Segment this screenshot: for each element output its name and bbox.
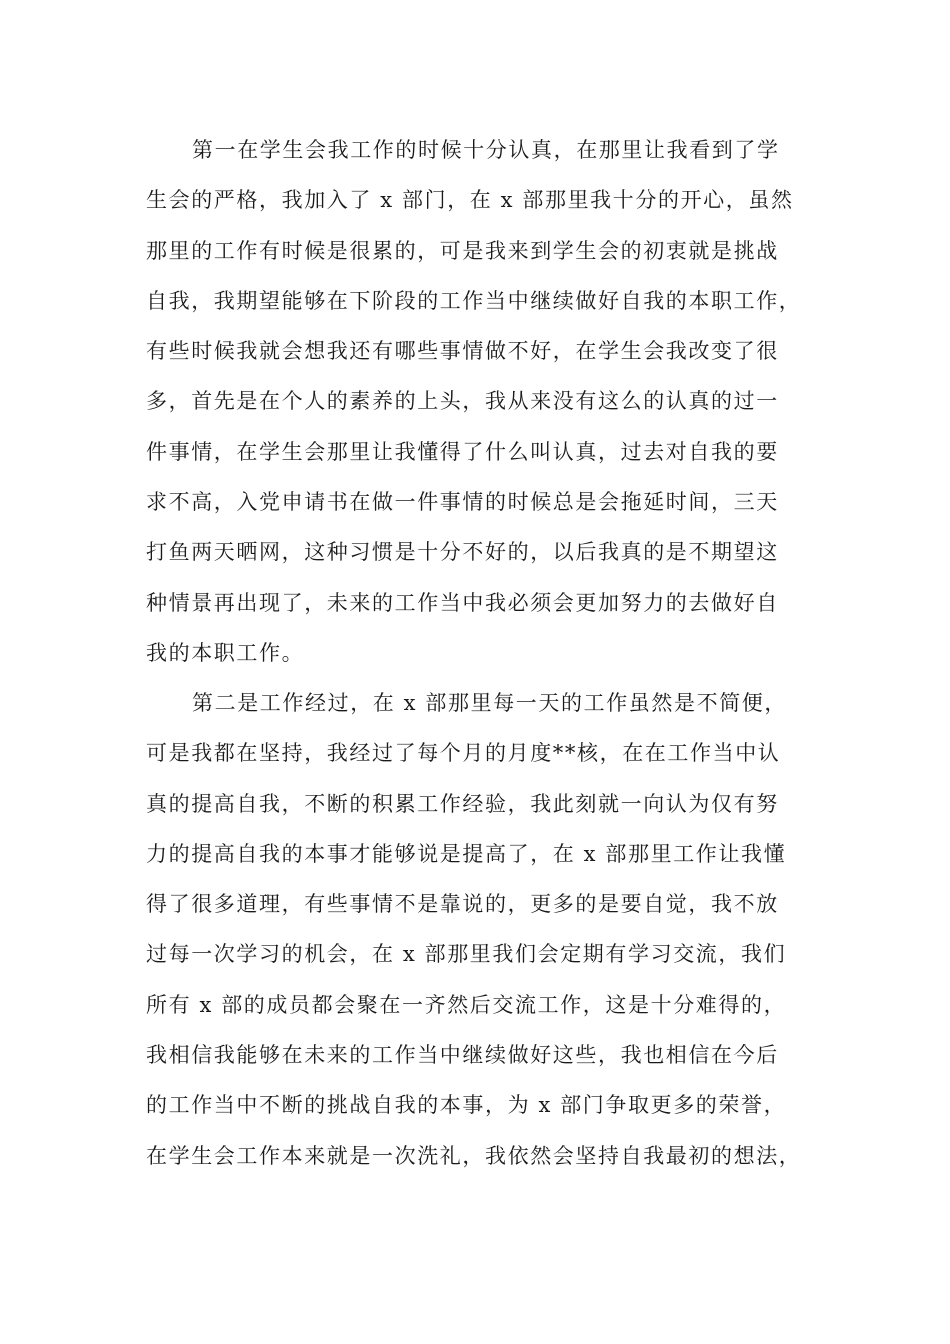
text-line: 第一在学生会我工作的时候十分认真，在那里让我看到了学 [192,138,780,162]
text-line: 第二是工作经过，在 x 部那里每一天的工作虽然是不简便， [192,691,787,715]
text-line: 自我，我期望能够在下阶段的工作当中继续做好自我的本职工作， [146,288,802,313]
text-line: 生会的严格，我加入了 x 部门，在 x 部那里我十分的开心，虽然 [146,188,794,213]
paragraph-2 [146,678,816,1181]
text-line: 在学生会工作本来就是一次洗礼，我依然会坚持自我最初的想法， [146,1143,802,1168]
text-line: 求不高，入党申请书在做一件事情的时候总是会拖延时间，三天 [146,490,779,515]
text-line: 种情景再出现了，未来的工作当中我必须会更加努力的去做好自 [146,590,779,615]
text-line: 那里的工作有时候是很累的，可是我来到学生会的初衷就是挑战 [146,238,779,263]
text-line: 我相信我能够在未来的工作当中继续做好这些，我也相信在今后 [146,1043,779,1068]
text-line: 多，首先是在个人的素养的上头，我从来没有这么的认真的过一 [146,389,779,414]
text-line: 件事情，在学生会那里让我懂得了什么叫认真，过去对自我的要 [146,439,779,464]
text-line: 得了很多道理，有些事情不是靠说的，更多的是要自觉，我不放 [146,892,779,917]
text-line: 过每一次学习的机会，在 x 部那里我们会定期有学习交流，我们 [146,942,787,967]
text-line: 有些时候我就会想我还有哪些事情做不好，在学生会我改变了很 [146,339,779,364]
text-line: 力的提高自我的本事才能够说是提高了，在 x 部那里工作让我懂 [146,841,787,866]
text-line: 我的本职工作。 [146,640,305,665]
text-line: 所有 x 部的成员都会聚在一齐然后交流工作，这是十分难得的， [146,992,787,1017]
paragraph-1 [146,125,816,678]
text-line: 的工作当中不断的挑战自我的本事，为 x 部门争取更多的荣誉， [146,1093,787,1118]
text-line: 可是我都在坚持，我经过了每个月的月度**核，在在工作当中认 [146,741,781,766]
text-line: 打鱼两天晒网，这种习惯是十分不好的，以后我真的是不期望这 [146,540,779,565]
text-line: 真的提高自我，不断的积累工作经验，我此刻就一向认为仅有努 [146,791,779,816]
